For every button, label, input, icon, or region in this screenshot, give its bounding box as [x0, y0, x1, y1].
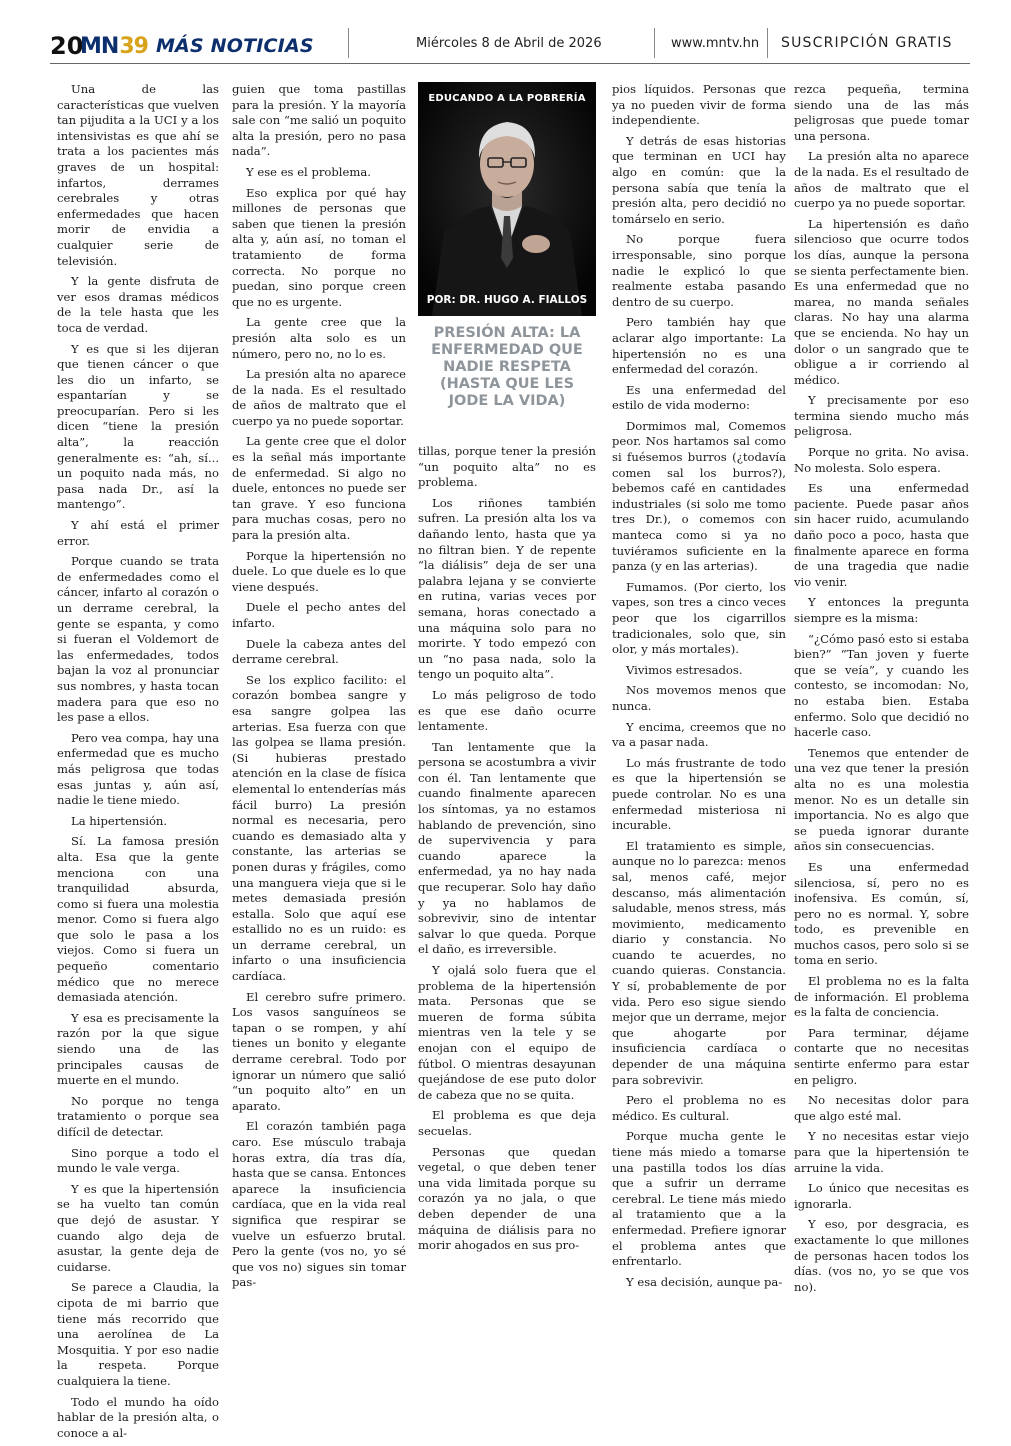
paragraph: Lo único que necesitas es ignorarla.	[794, 1181, 969, 1211]
paragraph: La presión alta no aparece de la nada. Es el resultado de años de maltrato que el cuerpo ya no puede soportar.	[232, 367, 406, 428]
paragraph: Dormimos mal, Comemos peor. Nos hartamos sal como si fuésemos burros (¿todavía comen sal los burros?), bebemos café en cantidades industriales (si solo me tomo tres Dr.), o comemos con manteca como si ya no tuviéramos suficiente en la panza (y en las arterias).	[612, 418, 786, 574]
paragraph: Sino porque a todo el mundo le vale verga.	[57, 1145, 219, 1176]
paragraph: Todo el mundo ha oído hablar de la presión alta, o conoce a al-	[57, 1394, 219, 1440]
paragraph: El cerebro sufre primero. Los vasos sanguíneos se tapan o se rompen, y ahí tienes un bonito y elegante derrame cerebral. Todo por ignorar un número que salió “un poquito alto” en un aparato.	[232, 989, 406, 1113]
paragraph: No porque no tenga tratamiento o porque sea difícil de detectar.	[57, 1093, 219, 1139]
paragraph: Y no necesitas estar viejo para que la hipertensión te arruine la vida.	[794, 1129, 969, 1175]
paragraph: Y entonces la pregunta siempre es la misma:	[794, 595, 969, 625]
paragraph: Y es que si les dijeran que tienen cáncer o que les dio un infarto, se espantarían y se preocuparían. Pero si les dicen “tiene la presión alta”, la reacción generalmente es: “ah, sí... un poquito nada más, no pasa nada Dr., así la mantengo”.	[57, 341, 219, 512]
article-column-3	[418, 444, 596, 1259]
website-link[interactable]: www.mntv.hn	[671, 36, 760, 51]
paragraph: Y ahí está el primer error.	[57, 518, 219, 548]
newspaper-logo[interactable]	[80, 32, 314, 60]
paragraph: El tratamiento es simple, aunque no lo parezca: menos sal, menos café, mejor descanso, más alimentación saludable, menos stress, más movimiento, medicamento diario y constancia. No cuando te acuerdes, no cuando quieras. Constancia. Y sí, probablemente de por vida. Pero eso sigue siendo mejor que un derrame, mejor que ahogarte por insuficiencia cardíaca o depender de una máquina para sobrevivir.	[612, 838, 786, 1087]
paragraph: Fumamos. (Por cierto, los vapes, son tres a cinco veces peor que los cigarrillos tradicionales, solo que, sin olor, y más mortales).	[612, 579, 786, 657]
paragraph: No porque fuera irresponsable, sino porque nadie le explicó lo que realmente estaba pasando dentro de su cuerpo.	[612, 232, 786, 309]
paragraph: Una de las características que vuelven tan pijudita a la UCI y a los intensivistas es que ahí se trata a los pacientes más graves de un hospital: infartos, derrames cerebrales y otras enfermedades que hacen morir de envidia a cualquier serie de televisión.	[57, 82, 219, 268]
page-header	[0, 0, 1011, 62]
paragraph: Y detrás de esas historias que terminan en UCI hay algo en común: que la persona sabía que tenía la presión alta, pero decidió no tomárselo en serio.	[612, 133, 786, 226]
paragraph: Tenemos que entender de una vez que tener la presión alta no es una molestia menor. No es un detalle sin importancia. No es algo que se pueda ignorar durante años sin consecuencias.	[794, 745, 969, 854]
paragraph: Para terminar, déjame contarte que no necesitas sentirte enfermo para estar en peligro.	[794, 1025, 969, 1087]
paragraph: Se parece a Claudia, la cipota de mi barrio que tiene más recorrido que una aerolínea de La Mosquitia. Y por eso nadie la respeta. Porque cualquiera la tiene.	[57, 1280, 219, 1388]
paragraph: Y esa es precisamente la razón por la que sigue siendo una de las principales causas de muerte en el mundo.	[57, 1010, 219, 1088]
logo-39-mark: 39	[119, 33, 148, 59]
article-column-5	[794, 82, 969, 1300]
logo-mn-mark: MN	[80, 33, 119, 59]
paragraph: El problema es que deja secuelas.	[418, 1108, 596, 1138]
paragraph: Los riñones también sufren. La presión alta los va dañando lento, hasta que ya no filtran bien. Y de repente “la diálisis” deja de ser una palabra lejana y se convierte en rutina, varias veces por semana, horas conectado a una máquina solo para no morirte. Y todo empezó con un “no pasa nada, solo la tengo un poquito alta”.	[418, 495, 596, 682]
paragraph: “¿Cómo pasó esto si estaba bien?” “Tan joven y fuerte que se veía”, y cuando les contesto, se incomodan: No, no estaba bien. Estaba enfermo. Solo que decidió no hacerle caso.	[794, 631, 969, 740]
columnist-portrait	[418, 82, 596, 316]
header-divider	[767, 28, 768, 58]
paragraph: tillas, porque tener la presión “un poquito alta” no es problema.	[418, 444, 596, 490]
paragraph: La hipertensión.	[71, 813, 168, 828]
paragraph: La presión alta no aparece de la nada. Es el resultado de años de maltrato que el cuerpo ya no puede soportar.	[794, 149, 969, 211]
paragraph: Es una enfermedad silenciosa, sí, pero no es inofensiva. Es común, sí, pero no es normal. Y, sobre todo, es prevenible en muchos casos, pero solo si se toma en serio.	[794, 859, 969, 968]
paragraph: Personas que quedan vegetal, o que deben tener una vida limitada porque su corazón ya no jala, o que deben depender de una máquina de diálisis para no morir ahogados en sus pro-	[418, 1144, 596, 1253]
author-byline: POR: DR. HUGO A. FIALLOS	[426, 294, 588, 306]
subscription-link[interactable]: SUSCRIPCIÓN GRATIS	[781, 35, 953, 51]
paragraph: Es una enfermedad del estilo de vida moderno:	[612, 382, 786, 413]
paragraph: Sí. La famosa presión alta. Esa que la gente menciona con una tranquilidad absurda, como si fuera una molestia menor. Como si fuera algo que solo le pasa a los viejos. Como si fuera un pequeño comentario médico que no merece demasiada atención.	[57, 834, 219, 1005]
paragraph: Porque la hipertensión no duele. Lo que duele es lo que viene después.	[232, 548, 406, 594]
header-divider	[654, 28, 655, 58]
paragraph: Y eso, por desgracia, es exactamente lo que millones de personas hacen todos los días. (vos no, yo se que vos no).	[794, 1217, 969, 1294]
paragraph: Y precisamente por eso termina siendo mucho más peligrosa.	[794, 393, 969, 439]
paragraph: Se los explico facilito: el corazón bombea sangre y esa sangre golpea las arterias. Esa fuerza con que las golpea se llama presión. (Si hubieras prestado atención en la clase de física elemental lo entenderías más fácil burro) La presión normal es necesaria, pero cuando es demasiado alta y constante, las arterias se ponen duras y frágiles, como una manguera vieja que si le metes demasiada presión estalla. Solo que aquí ese estallido no es un ruido: es un derrame cerebral, un infarto o una insuficiencia cardíaca.	[232, 672, 406, 984]
paragraph: guien que toma pastillas para la presión. Y la mayoría sale con “me salió un poquito alta la presión, pero no pasa nada”.	[232, 82, 406, 159]
article-column-1	[57, 82, 219, 1446]
logo-wordmark: MÁS NOTICIAS	[155, 35, 314, 57]
article-column-4	[612, 82, 786, 1295]
page-number: 20	[50, 32, 84, 60]
paragraph: Porque cuando se trata de enfermedades como el cáncer, infarto al corazón o un derrame cerebral, la gente se espanta, y como si fueran el Voldemort de las enfermedades, todos bajan la voz al pronunciar sus nombres, y hasta tocan madera para que eso no les pase a ellos.	[57, 554, 219, 725]
paragraph: Nos movemos menos que nunca.	[612, 683, 786, 713]
paragraph: La hipertensión es daño silencioso que ocurre todos los días, aunque la persona se sienta perfectamente bien. Es una enfermedad que no marea, no manda señales claras. No hay una alarma que se encienda. No hay un dolor o un sangrado que te obligue a ir corriendo al médico.	[794, 216, 969, 387]
paragraph: Y ojalá solo fuera que el problema de la hipertensión mata. Personas que se mueren de forma súbita mientras ven la tele y se enojan con el equipo de fútbol. O mientras desayunan quejándose de ese puto dolor de cabeza que no se quita.	[418, 963, 596, 1102]
paragraph: Duele el pecho antes del infarto.	[232, 600, 406, 630]
paragraph: Duele la cabeza antes del derrame cerebral.	[232, 636, 406, 667]
paragraph: Vivimos estresados.	[626, 662, 743, 677]
paragraph: El problema no es la falta de información. El problema es la falta de conciencia.	[794, 974, 969, 1020]
paragraph: Porque no grita. No avisa. No molesta. Solo espera.	[794, 445, 969, 475]
header-rule	[50, 63, 970, 64]
paragraph: Y la gente disfruta de ver esos dramas médicos de la tele hasta que les toca de verdad.	[57, 274, 219, 335]
paragraph: La gente cree que la presión alta solo es un número, pero no, no lo es.	[232, 315, 406, 361]
paragraph: Tan lentamente que la persona se acostumbra a vivir con él. Tan lentamente que cuando finalmente aparecen los síntomas, ya no estamos hablando de prevención, sino de supervivencia y para cuando aparece la enfermedad, ya no hay nada que recuperar. Solo hay daño y ya no hablamos de sobrevivir, sino de intentar salvar lo que queda. Porque el daño, es irreversible.	[418, 739, 596, 957]
paragraph: rezca pequeña, termina siendo una de las más peligrosas que puede tomar una persona.	[794, 82, 969, 143]
paragraph: Pero el problema no es médico. Es cultural.	[612, 1093, 786, 1123]
paragraph: Y encima, creemos que no va a pasar nada.	[612, 719, 786, 750]
article-headline: PRESIÓN ALTA: LA ENFERMEDAD QUE NADIE RESPETA (HASTA QUE LES JODE LA VIDA)	[431, 325, 583, 409]
column-section-title: EDUCANDO A LA POBRERÍA	[428, 93, 586, 104]
article-column-2	[232, 82, 406, 1296]
paragraph: El corazón también paga caro. Ese músculo trabaja horas extra, día tras día, hasta que se cansa. Entonces aparece la insuficiencia cardíaca, que en la vida real significa que respirar se vuelve un esfuerzo brutal. Pero la gente (vos no, yo sé que vos no) sigues sin tomar pas-	[232, 1119, 406, 1290]
paragraph: Pero también hay que aclarar algo importante: La hipertensión no es una enfermedad del corazón.	[612, 315, 786, 377]
paragraph: Eso explica por qué hay millones de personas que saben que tienen la presión alta y, aún así, no toman el tratamiento de forma correcta. No porque no puedan, sino porque creen que no es urgente.	[232, 185, 406, 309]
paragraph: Lo más peligroso de todo es que ese daño ocurre lentamente.	[418, 687, 596, 734]
paragraph: pios líquidos. Personas que ya no pueden vivir de forma independiente.	[612, 82, 786, 128]
paragraph: Es una enfermedad paciente. Puede pasar años sin hacer ruido, acumulando daño poco a poco, hasta que finalmente aparece en forma de una tragedia que nadie vio venir.	[794, 481, 969, 589]
issue-date: Miércoles 8 de Abril de 2026	[416, 36, 602, 51]
paragraph: La gente cree que el dolor es la señal más importante de enfermedad. Si algo no duele, entonces no puede ser tan grave. Y eso funciona para muchas cosas, pero no para la presión alta.	[232, 434, 406, 543]
paragraph: Lo más frustrante de todo es que la hipertensión se puede controlar. No es una enfermedad misteriosa ni incurable.	[612, 755, 786, 833]
paragraph: Y es que la hipertensión se ha vuelto tan común que dejó de asustar. Y cuando algo deja de asustar, la gente deja de cuidarse.	[57, 1181, 219, 1274]
columnist-photo-box	[418, 82, 596, 316]
paragraph: Pero vea compa, hay una enfermedad que es mucho más peligrosa que todas esas juntas y, aún así, nadie le tiene miedo.	[57, 730, 219, 808]
paragraph: Y ese es el problema.	[246, 164, 371, 179]
paragraph: Y esa decisión, aunque pa-	[626, 1274, 783, 1289]
header-divider	[348, 28, 349, 58]
paragraph: Porque mucha gente le tiene más miedo a tomarse una pastilla todos los días que a sufrir un derrame cerebral. Le tiene más miedo al tratamiento que a la enfermedad. Prefiere ignorar el problema antes que enfrentarlo.	[612, 1129, 786, 1269]
paragraph: No necesitas dolor para que algo esté mal.	[794, 1093, 969, 1123]
